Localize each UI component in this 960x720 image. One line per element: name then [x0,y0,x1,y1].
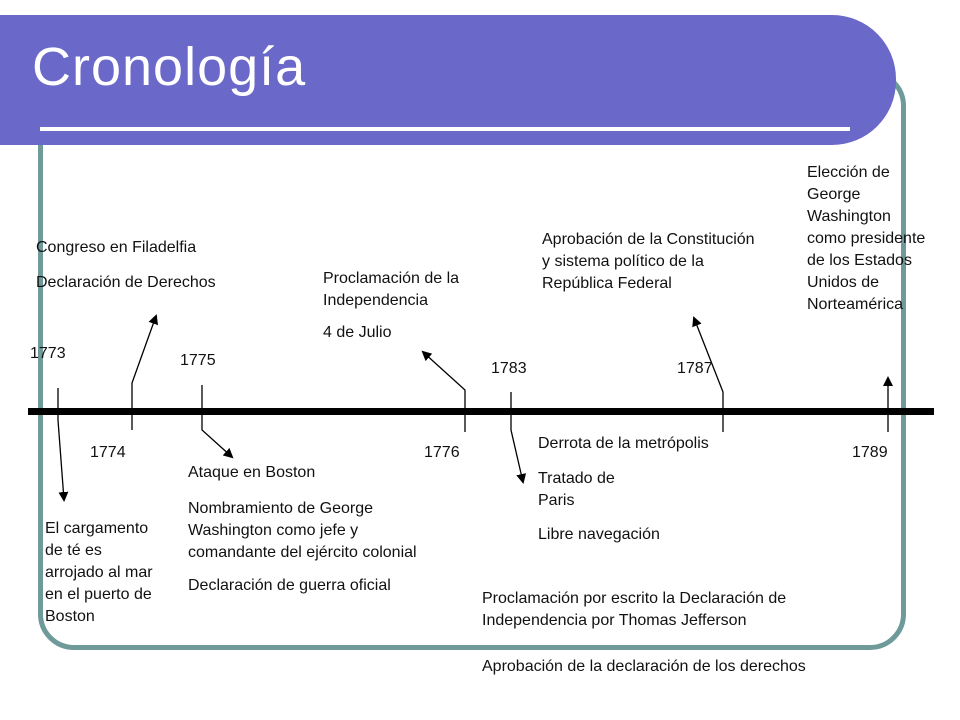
event-1783-navegacion: Libre navegación [538,526,660,543]
event-1776-proclamacion [323,268,459,312]
arrow-1783 [511,392,523,482]
event-1776-line: Proclamación de la [323,270,460,287]
event-1789-line: Unidos de [807,274,880,291]
event-1775-nombramiento [188,498,417,564]
year-1774: 1774 [90,444,126,461]
event-1775-line: Nombramiento de George [188,500,373,517]
event-1773-line: Boston [45,608,95,625]
arrow-1776 [423,352,465,432]
year-1776: 1776 [424,444,460,461]
event-1783-line: Paris [538,492,575,509]
event-1787-line: República Federal [542,275,672,292]
event-1773-line: en el puerto de [45,586,152,603]
event-1775-line: comandante del ejército colonial [188,544,417,561]
event-1787-line: y sistema político de la [542,253,704,270]
event-1789-line: de los Estados [807,252,912,269]
event-1773-line: arrojado al mar [45,564,153,581]
event-1774-congreso: Congreso en Filadelfia [36,239,197,256]
arrow-1774 [132,316,156,430]
event-1776-line: Proclamación por escrito la Declaración de [482,590,787,607]
event-1789-line: Elección de [807,164,890,181]
slide-title: Cronología [32,37,307,97]
year-1773: 1773 [30,345,66,362]
event-1783-derrota: Derrota de la metrópolis [538,435,709,452]
event-1787-line: Aprobación de la Constitución [542,231,755,248]
arrow-1775 [202,385,232,457]
year-1775: 1775 [180,352,216,369]
event-1773 [45,518,153,628]
event-1776-jefferson [482,588,786,632]
event-1776-line: Independencia [323,292,428,309]
event-1775-line: Washington como jefe y [188,522,359,539]
event-1789 [807,162,925,316]
event-1787 [542,229,755,295]
event-1775-ataque: Ataque en Boston [188,464,316,481]
event-1774-declaracion: Declaración de Derechos [36,274,216,291]
event-1783-tratado [538,468,615,512]
event-1775-guerra: Declaración de guerra oficial [188,577,391,594]
event-1773-line: El cargamento [45,520,149,537]
event-1773-line: de té es [45,542,102,559]
year-1783: 1783 [491,360,527,377]
event-1776-fecha: 4 de Julio [323,324,392,341]
event-1789-line: George [807,186,861,203]
event-1783-line: Tratado de [538,470,615,487]
event-1776-derechos: Aprobación de la declaración de los derechos [482,658,806,675]
year-1787: 1787 [677,360,713,377]
year-1789: 1789 [852,444,888,461]
event-1789-line: Norteamérica [807,296,904,313]
event-1776-line: Independencia por Thomas Jefferson [482,612,747,629]
event-1789-line: Washington [807,208,891,225]
arrow-1773 [58,388,64,500]
event-1789-line: como presidente [807,230,926,247]
